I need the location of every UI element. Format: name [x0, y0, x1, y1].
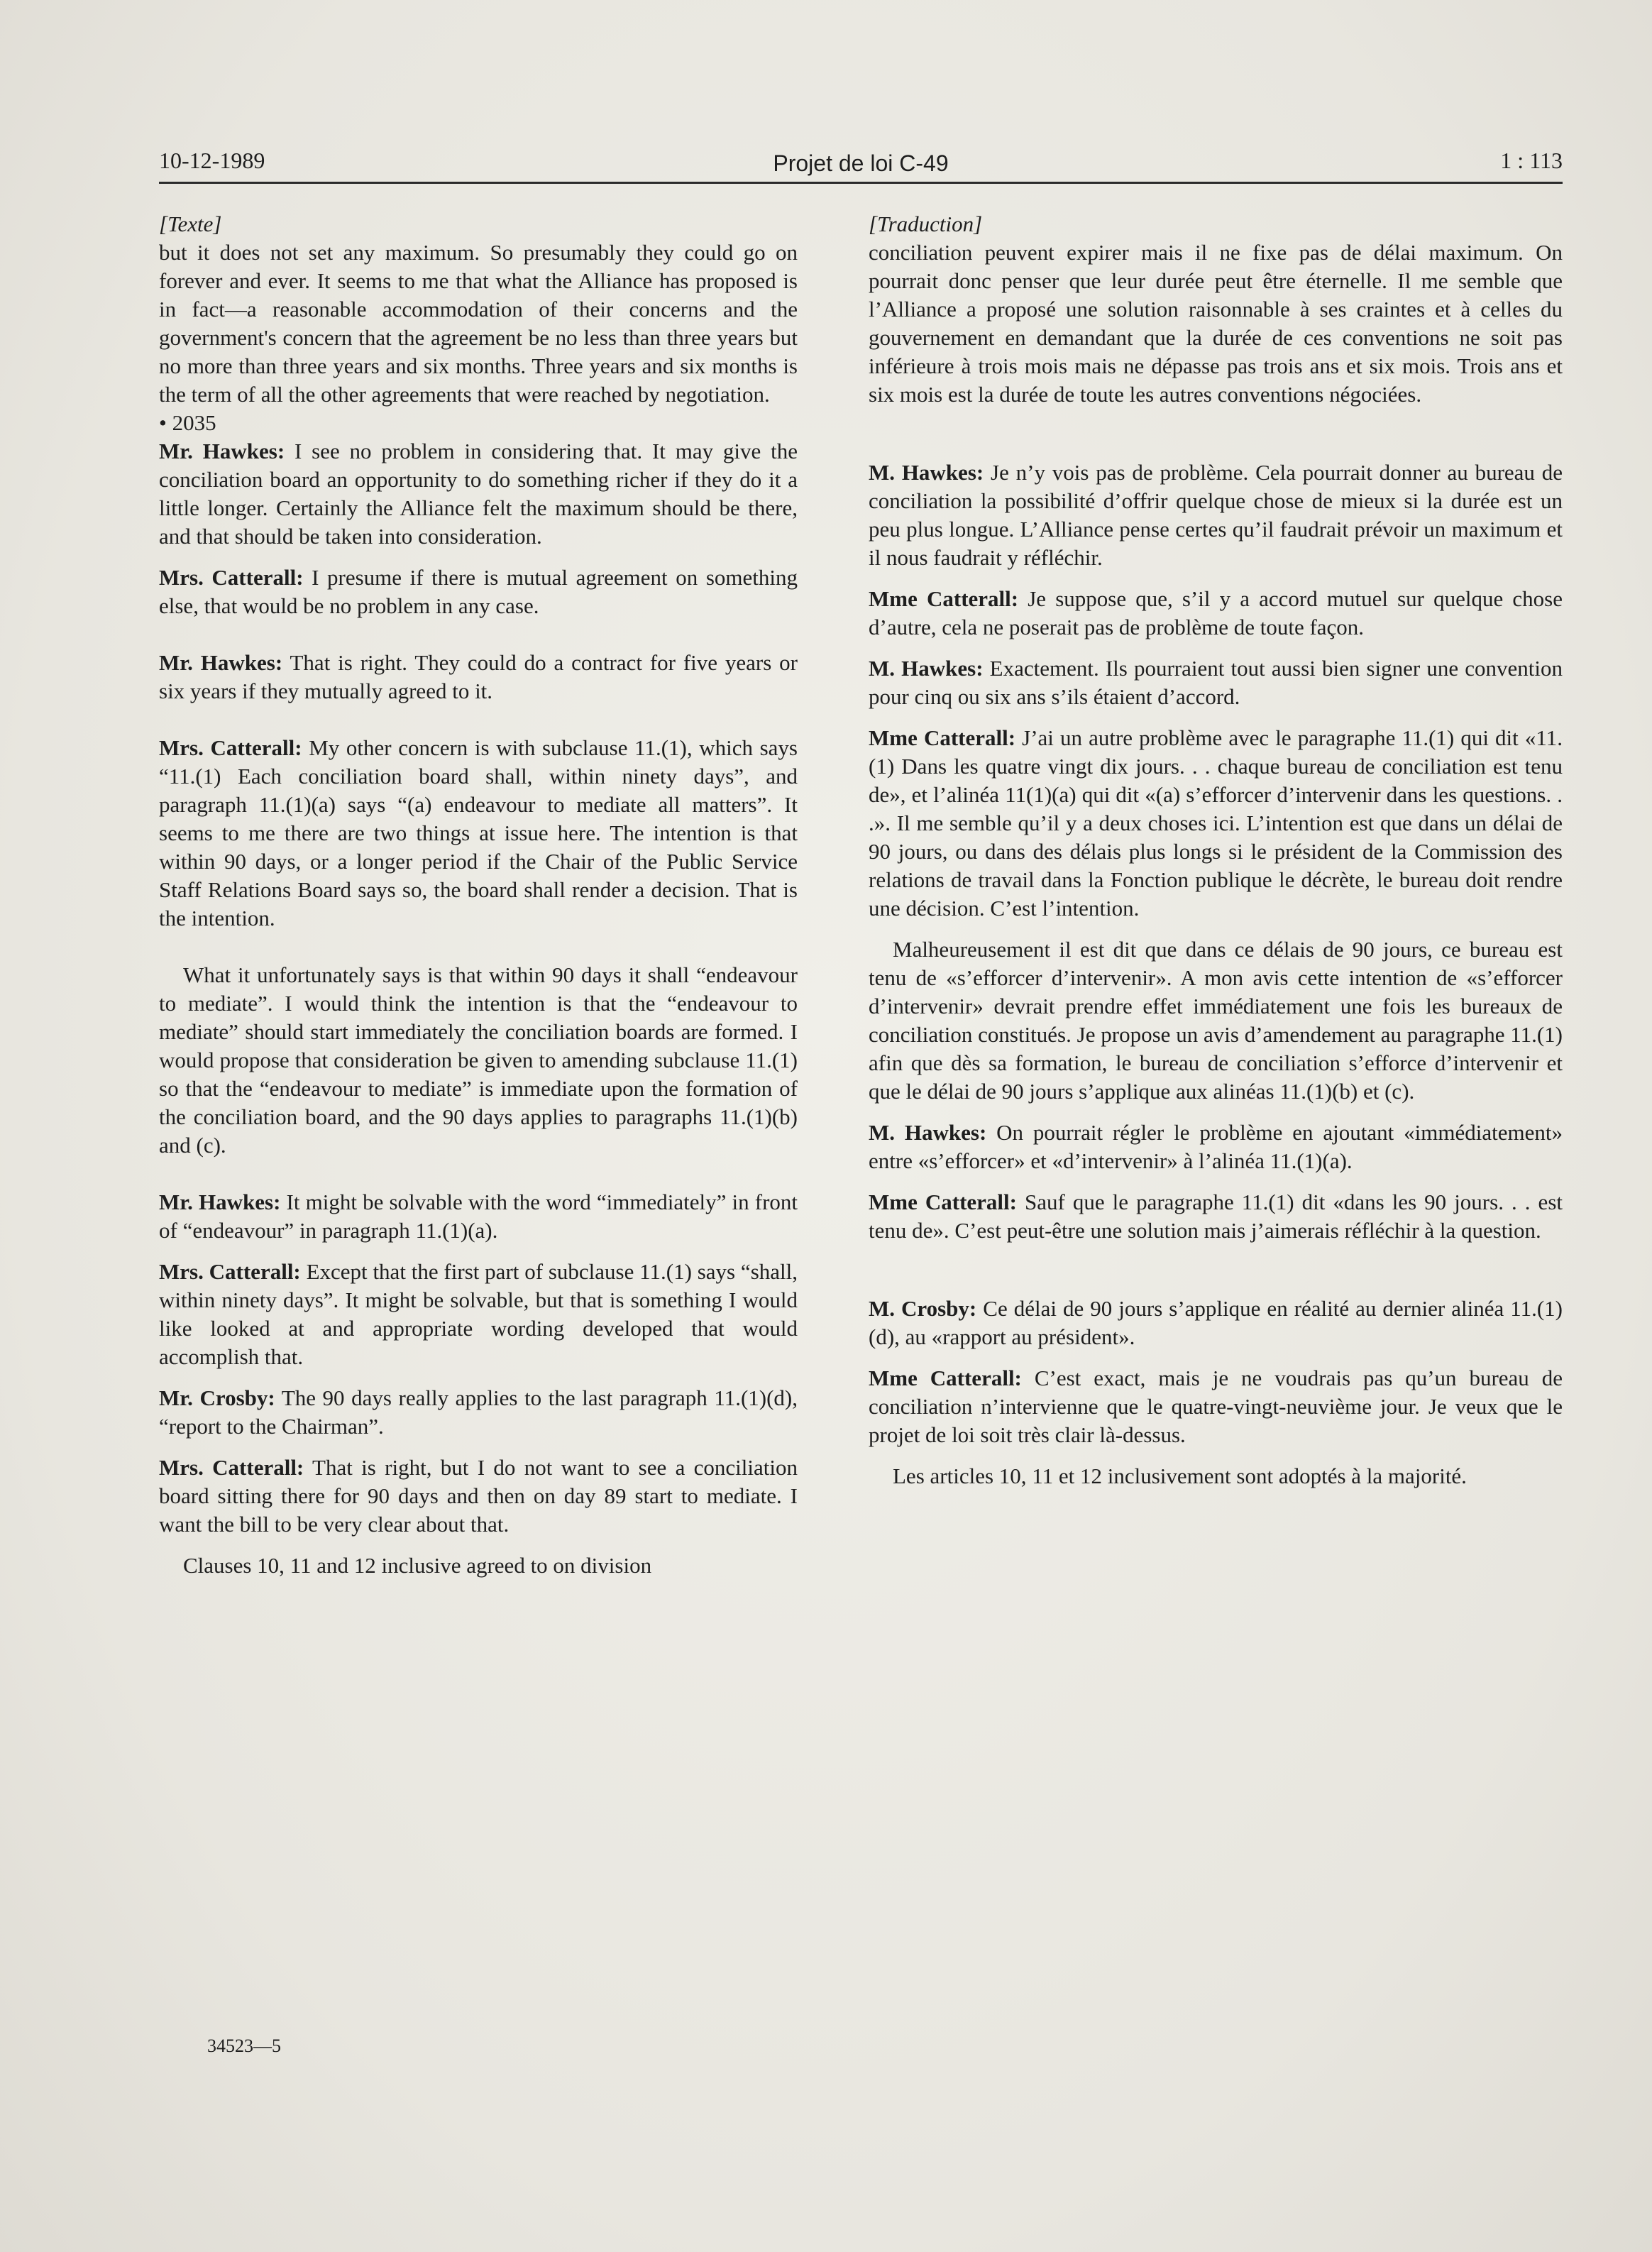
- speaker-name: Mme Catterall:: [869, 586, 1019, 611]
- english-speech: [159, 1384, 798, 1441]
- french-speech: [869, 654, 1563, 711]
- french-speech: [869, 724, 1563, 923]
- speaker-name: Mme Catterall:: [869, 1190, 1017, 1214]
- french-speech: [869, 585, 1563, 642]
- page-header: [159, 139, 1563, 182]
- speaker-name: M. Hawkes:: [869, 656, 984, 681]
- header-page-number: 1 : 113: [1500, 148, 1563, 173]
- footer-code: 34523—5: [207, 2036, 281, 2056]
- speaker-name: Mrs. Catterall:: [159, 1259, 301, 1284]
- french-paragraph: Les articles 10, 11 et 12 inclusivement sont adoptés à la majorité.: [893, 1463, 1467, 1488]
- speaker-name: Mr. Hawkes:: [159, 439, 285, 463]
- english-speech: [159, 734, 798, 933]
- french-section-label: [Traduction]: [869, 212, 983, 236]
- timestamp: • 2035: [159, 410, 216, 435]
- speech-text: Je n’y vois pas de problème. Cela pourrait donner au bureau de conciliation la possibilité d’offrir quelque chose de mieux si la durée est un peu plus longue. L’Alliance pense certes qu’il faudrait prévoir un maximum et il nous faudrait y réfléchir.: [869, 460, 1563, 570]
- speech-text: I presume if there is mutual agreement on something else, that would be no problem in any case.: [159, 565, 798, 618]
- speech-text: It might be solvable with the word “immediately” in front of “endeavour” in paragraph 11.(1)(a).: [159, 1190, 798, 1243]
- speaker-name: Mme Catterall:: [869, 1366, 1022, 1390]
- english-column: [159, 210, 798, 1580]
- english-paragraph: Clauses 10, 11 and 12 inclusive agreed to on division: [183, 1553, 652, 1578]
- speaker-name: Mme Catterall:: [869, 725, 1016, 750]
- speaker-name: M. Crosby:: [869, 1296, 977, 1321]
- speaker-name: Mr. Hawkes:: [159, 1190, 281, 1214]
- speaker-name: Mrs. Catterall:: [159, 565, 304, 590]
- speaker-name: Mr. Crosby:: [159, 1385, 275, 1410]
- speaker-name: Mrs. Catterall:: [159, 735, 302, 760]
- speech-text: Sauf que le paragraphe 11.(1) dit «dans les 90 jours. . . est tenu de». C’est peut-être une solution mais j’aimerais réfléchir à la question.: [869, 1190, 1563, 1243]
- speech-text: My other concern is with subclause 11.(1), which says “11.(1) Each conciliation board shall, within ninety days”, and paragraph 11.(1)(a) says “(a) endeavour to mediate all matters”. It seems to me there are two things at issue here. The intention is that within 90 days, or a longer period if the Chair of the Public Service Staff Relations Board says so, the board shall render a decision. That is the intention.: [159, 735, 798, 930]
- speech-text: J’ai un autre problème avec le paragraphe 11.(1) qui dit «11.(1) Dans les quatre vingt dix jours. . . chaque bureau de conciliation est tenu de», et l’alinéa 11(1)(a) qui dit «(a) s’efforcer d’intervenir dans les questions. . .». Il me semble qu’il y a deux choses ici. L’intention est que dans un délai de 90 jours, ou dans des délais plus longs si le président de la Commission des relations de travail dans la Fonction publique le décrète, le bureau doit rendre une décision. C’est l’intention.: [869, 725, 1563, 921]
- speech-text: Je suppose que, s’il y a accord mutuel sur quelque chose d’autre, cela ne poserait pas de problème de toute façon.: [869, 586, 1563, 639]
- header-rule: [159, 182, 1563, 184]
- french-speech: [869, 1295, 1563, 1351]
- header-date: 10-12-1989: [159, 148, 265, 173]
- english-speech: [159, 1454, 798, 1539]
- french-speech: [869, 1119, 1563, 1175]
- french-speech: [869, 1364, 1563, 1449]
- speech-text: Except that the first part of subclause 11.(1) says “shall, within ninety days”. It might be solvable, but that is something I would like looked at and appropriate wording developed that would accomplish that.: [159, 1259, 798, 1369]
- english-section-label: [Texte]: [159, 212, 222, 236]
- speaker-name: Mrs. Catterall:: [159, 1455, 304, 1480]
- speaker-name: Mr. Hawkes:: [159, 650, 283, 675]
- english-speech: [159, 564, 798, 620]
- french-speech: [869, 1188, 1563, 1245]
- french-paragraph: Malheureusement il est dit que dans ce délais de 90 jours, ce bureau est tenu de «s’efforcer d’intervenir». A mon avis cette intention de «s’efforcer d’intervenir» devrait prendre effet immédiatement une fois les bureaux de conciliation constitués. Je propose un avis d’amendement au paragraphe 11.(1) afin que dès sa formation, le bureau de conciliation s’efforce d’intervenir et que le délai de 90 jours s’applique aux alinéas 11.(1)(b) et (c).: [869, 937, 1563, 1104]
- english-speech: [159, 1258, 798, 1371]
- speaker-name: M. Hawkes:: [869, 460, 984, 485]
- speech-text: On pourrait régler le problème en ajoutant «immédiatement» entre «s’efforcer» et «d’intervenir» à l’alinéa 11.(1)(a).: [869, 1120, 1563, 1173]
- speech-text: The 90 days really applies to the last paragraph 11.(1)(d), “report to the Chairman”.: [159, 1385, 798, 1439]
- english-speech: [159, 437, 798, 551]
- english-speech: [159, 649, 798, 705]
- speech-text: I see no problem in considering that. It may give the conciliation board an opportunity to do something richer if they do it a little longer. Certainly the Alliance felt the maximum should be there, and that should be taken into consideration.: [159, 439, 798, 549]
- french-speech: [869, 458, 1563, 572]
- speech-text: That is right, but I do not want to see a conciliation board sitting there for 90 days and then on day 89 start to mediate. I want the bill to be very clear about that.: [159, 1455, 798, 1537]
- french-column: [869, 210, 1563, 1490]
- speech-text: Exactement. Ils pourraient tout aussi bien signer une convention pour cinq ou six ans s’ils étaient d’accord.: [869, 656, 1563, 709]
- french-paragraph: conciliation peuvent expirer mais il ne fixe pas de délai maximum. On pourrait donc penser que leur durée peut être éternelle. Il me semble que l’Alliance a proposé une solution raisonnable à ses craintes et à celles du gouvernement en demandant que la durée de ces conventions ne soit pas inférieure à trois mois mais ne dépasse pas trois ans et six mois. Trois ans et six mois est la durée de toute les autres conventions négociées.: [869, 240, 1563, 407]
- speech-text: C’est exact, mais je ne voudrais pas qu’un bureau de conciliation n’intervienne que le quatre-vingt-neuvième jour. Je veux que le projet de loi soit très clair là-dessus.: [869, 1366, 1563, 1447]
- speech-text: Ce délai de 90 jours s’applique en réalité au dernier alinéa 11.(1)(d), au «rapport au président».: [869, 1296, 1563, 1349]
- english-paragraph: but it does not set any maximum. So presumably they could go on forever and ever. It seems to me that what the Alliance has proposed is in fact—a reasonable accommodation of their concerns and the government's concern that the agreement be no less than three years but no more than three years and six months. Three years and six months is the term of all the other agreements that were reached by negotiation.: [159, 240, 798, 407]
- speech-text: That is right. They could do a contract for five years or six years if they mutually agreed to it.: [159, 650, 798, 703]
- english-speech: [159, 1188, 798, 1245]
- speaker-name: M. Hawkes:: [869, 1120, 987, 1145]
- header-title: Projet de loi C-49: [773, 150, 949, 176]
- english-paragraph: What it unfortunately says is that within 90 days it shall “endeavour to mediate”. I would think the intention is that the “endeavour to mediate” should start immediately the conciliation boards are formed. I would propose that consideration be given to amending subclause 11.(1) so that the “endeavour to mediate” is immediate upon the formation of the conciliation board, and the 90 days applies to paragraphs 11.(1)(b) and (c).: [159, 962, 798, 1158]
